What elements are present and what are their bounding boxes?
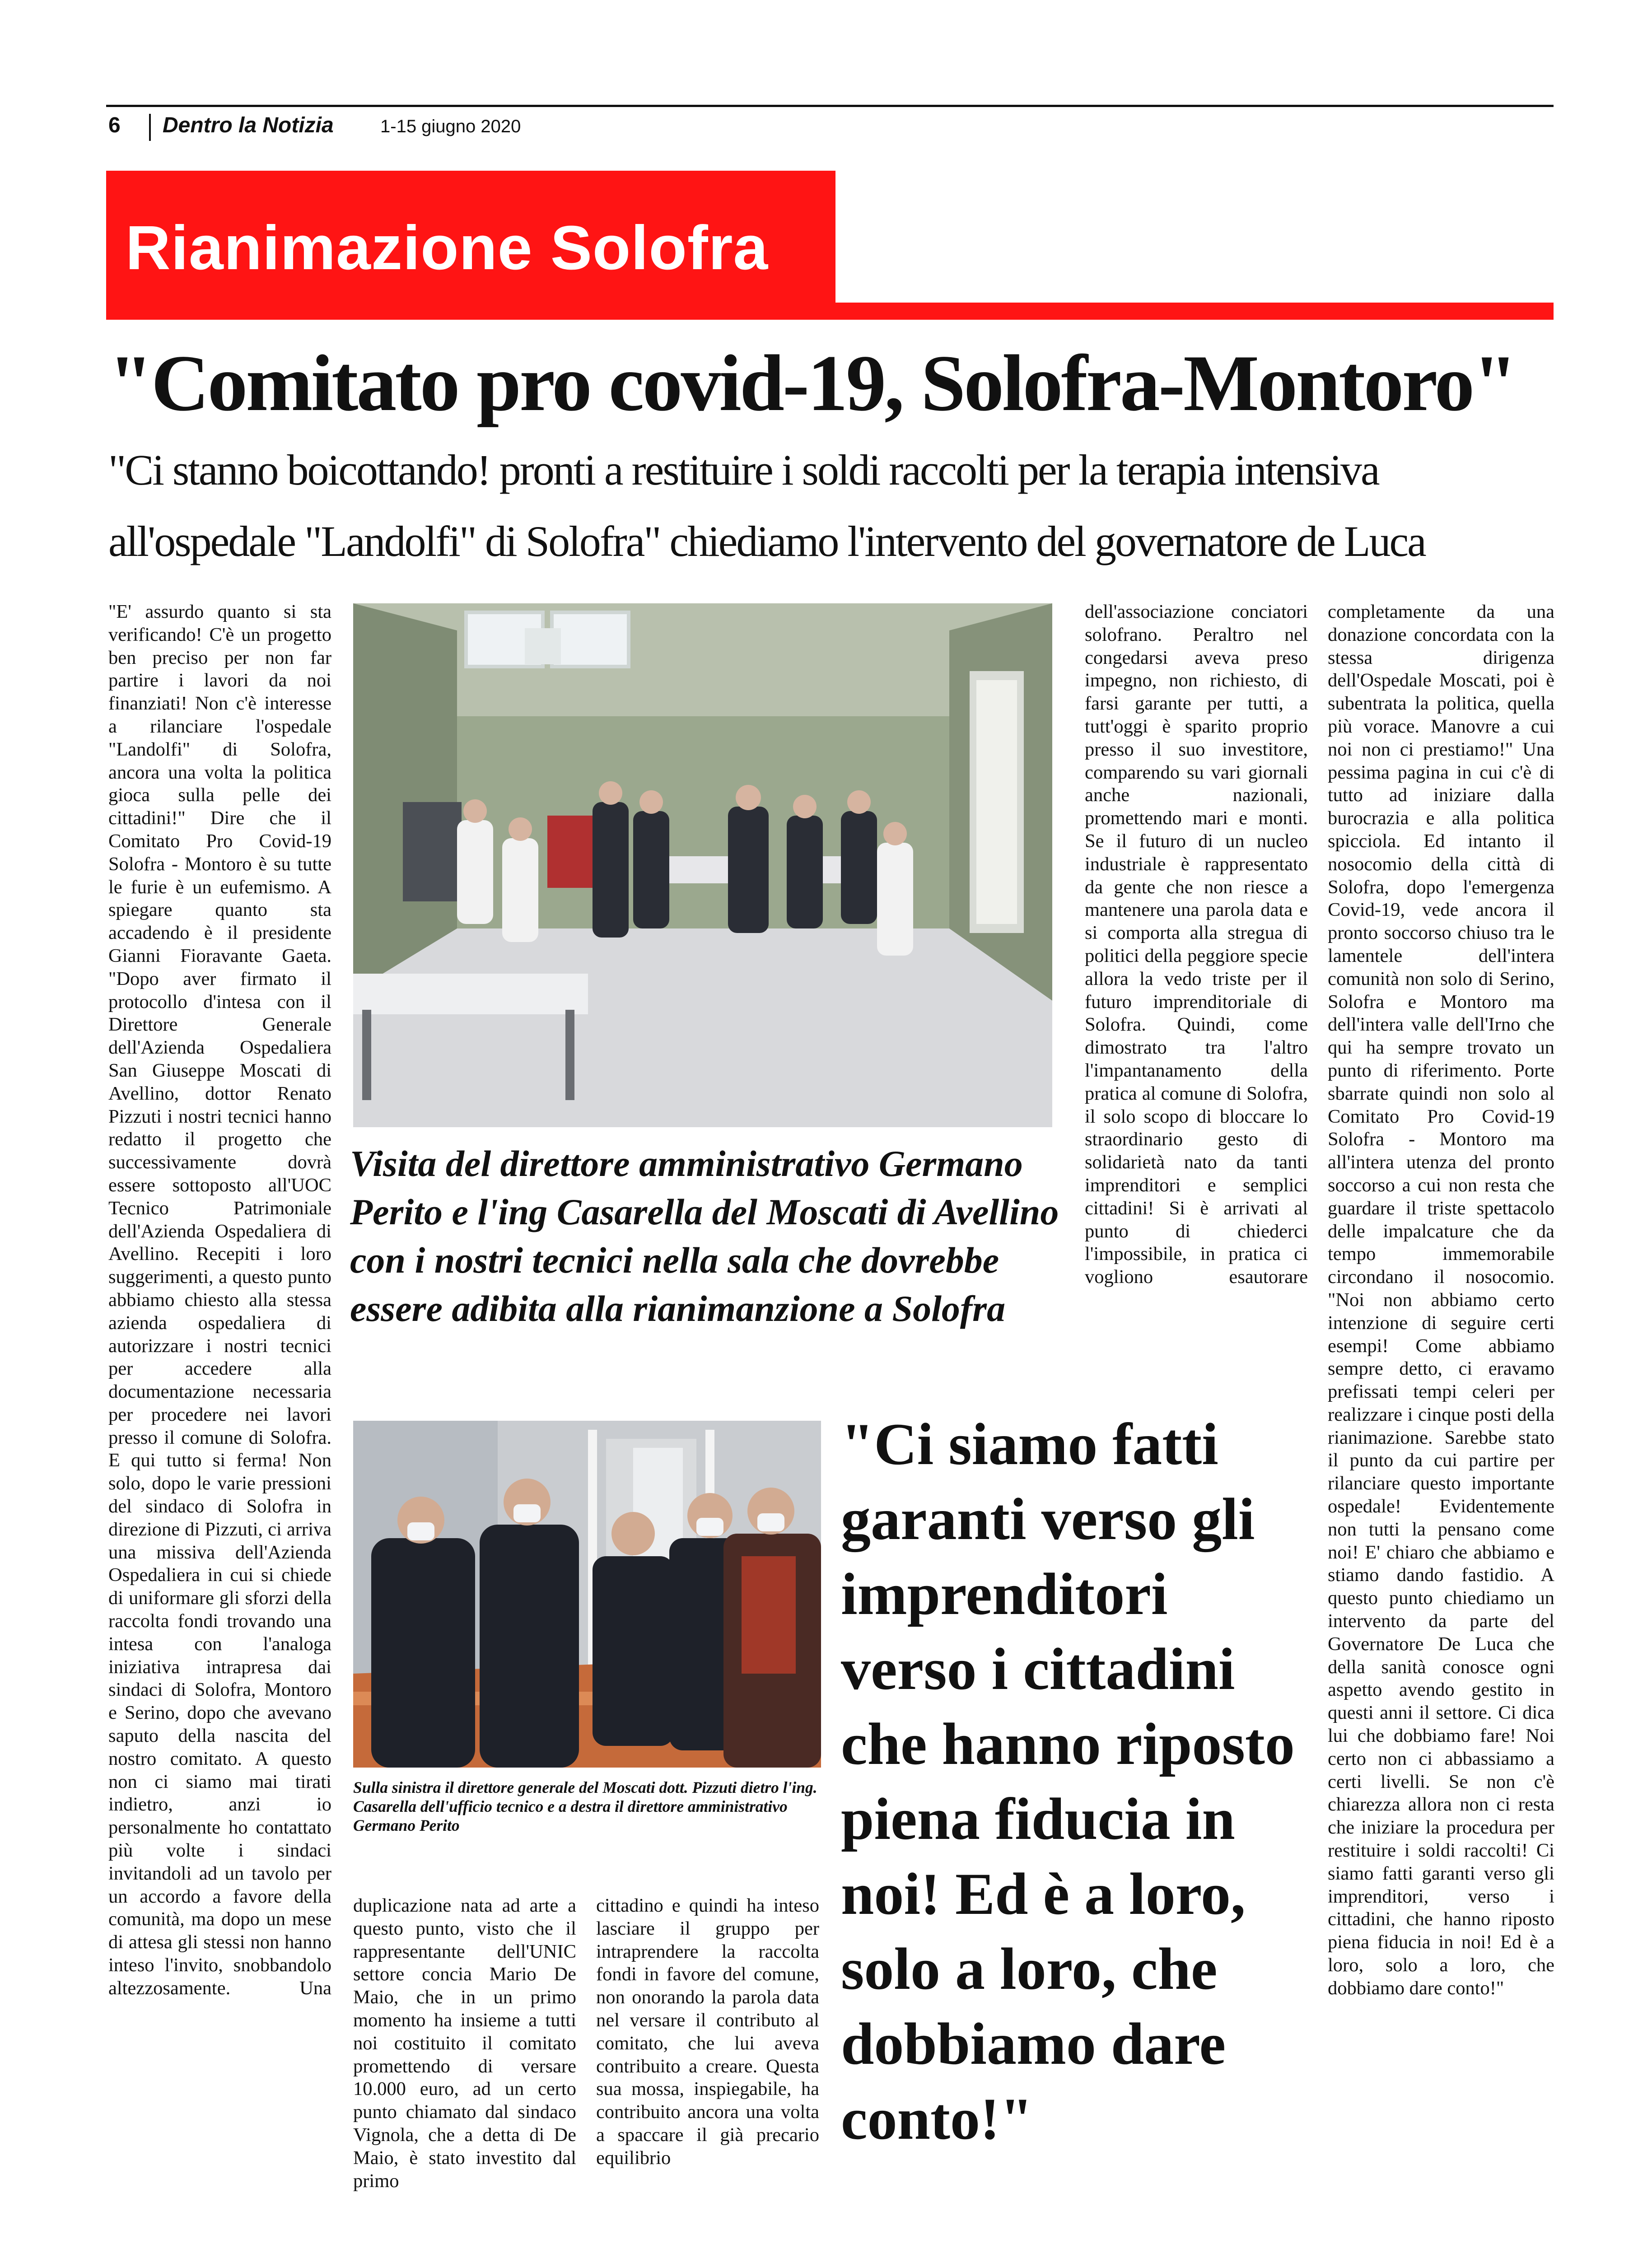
issue-date: 1-15 giugno 2020 [380, 117, 521, 136]
article-column-4 [1085, 601, 1308, 1289]
column-4-text: dell'associazione conciatori solofrano. Peraltro nel congedarsi aveva preso impegno, non richiesto, di farsi garante per tutti, a tutt'oggi è sparito proprio presso il suo investitore, comparendo su vari giornali anche nazionali, promettendo mari e monti. Se il futuro di un nucleo industriale è rappresentato da gente che non riesce a mantenere una parola data e si comporta alla stregua di politici della peggiore specie allora la vedo triste per il futuro imprenditoriale di Solofra. Quindi, come dimostrato tra l'altro l'impantanamento della pratica al comune di Solofra, il solo scopo di bloccare lo straordinario gesto di solidarietà nato da tanti imprenditori e semplici cittadini! Si è arrivati al punto di chiederci l'impossibile, in pratica ci vogliono esautorare [1085, 601, 1308, 1288]
column-5-text: completamente da una donazione concordata con la stessa dirigenza dell'Ospedale Moscati, poi è subentrata la politica, quella più vorace. Manovre a cui noi non ci prestiamo!" Una pessima pagina in cui c'è di tutto ad iniziare dalla burocrazia e alla politica spicciola. Ed intanto il nosocomio della città di Solofra, dopo l'emergenza Covid-19, vede ancora il pronto soccorso chiuso tra le lamentele dell'intera comunità non solo di Serino, Solofra e Montoro ma dell'intera valle dell'Irno che qui ha sempre trovato un punto di riferimento. Porte sbarrate quindi non solo al Comitato Pro Covid-19 Solofra - Montoro ma all'intera utenza del pronto soccorso a cui non resta che guardare il triste spettacolo delle impalcature che da tempo immemorabile circondano il nosocomio. "Noi non abbiamo certo intenzione di seguire certi esempi! Come abbiamo sempre detto, ci eravamo prefissati tempi celeri per realizzare i cinque posti della rianimazione. Sarebbe stato il punto da cui partire per rilanciare questo importante ospedale! Evidentemente non tutti la pensano come noi! E' chiaro che abbiamo e stiamo dando fastidio. A questo punto chiediamo un intervento da parte del Governatore De Luca che della sanità conosce ogni aspetto avendo gestito in questi anni il settore. Ci dica lui che dobbiamo fare! Noi certo non ci abbassiamo a certi livelli. Se non c'è chiarezza allora non ci resta che iniziare la procedura per restituire i soldi raccolti! Ci siamo fatti garanti verso gli imprenditori, verso i cittadini, che hanno riposto piena fiducia in noi! Ed è a loro, solo a loro, che dobbiamo dare conto!" [1328, 601, 1554, 1999]
photo-1-caption: Visita del direttore amministrativo Germano Perito e l'ing Casarella del Moscati di Avellino con i nostri tecnici nella sala che dovrebbe essere adibita alla rianimanzione a Solofra [350, 1143, 1059, 1329]
column-2-text: duplicazione nata ad arte a questo punto, visto che il rappresentante dell'UNIC settore concia Mario De Maio, che in un primo momento ha insieme a tutti noi costituito il comitato promettendo di versare 10.000 euro, ad un certo punto chiamato dal sindaco Vignola, che a detta di De Maio, è stato investito dal primo [353, 1895, 576, 2192]
header-separator [149, 114, 151, 141]
publication-name: Dentro la Notizia [163, 113, 334, 137]
article-column-3 [596, 1894, 819, 2170]
article-column-5 [1328, 601, 1554, 2000]
pull-quote: "Ci siamo fatti garanti verso gli imprenditori verso i cittadini che hanno riposto piena fiducia in noi! Ed è a loro, solo a loro, che dobbiamo dare conto!" [841, 1411, 1295, 2152]
article-column-1 [108, 601, 331, 2000]
header-rule [106, 105, 1554, 107]
photo-2-caption: Sulla sinistra il direttore generale del Moscati dott. Pizzuti dietro l'ing. Casarella dell'ufficio tecnico e a destra il direttore amministrativo Germano Perito [353, 1778, 817, 1834]
section-banner-rule [835, 303, 1554, 320]
column-1-text: "E' assurdo quanto si sta verificando! C'è un progetto ben preciso per non far partire i lavori da noi finanziati! Non c'è interesse a rilanciare l'ospedale "Landolfi" di Solofra, ancora una volta la politica gioca sulla pelle dei cittadini!" Dire che il Comitato Pro Covid-19 Solofra - Montoro è su tutte le furie è un eufemismo. A spiegare quanto sta accadendo è il presidente Gianni Fioravante Gaeta. "Dopo aver firmato il protocollo d'intesa con il Direttore Generale dell'Azienda Ospedaliera San Giuseppe Moscati di Avellino, dottor Renato Pizzuti i nostri tecnici hanno redatto il progetto che successivamente dovrà essere sottoposto all'UOC Tecnico Patrimoniale dell'Azienda Ospedaliera di Avellino. Recepiti i loro suggerimenti, a questo punto abbiamo chiesto alla stessa azienda ospedaliera di autorizzare i nostri tecnici per accedere alla documentazione necessaria per procedere nei lavori presso il comune di Solofra. E qui tutto si ferma! Non solo, dopo le varie pressioni del sindaco di Solofra in direzione di Pizzuti, ci arriva una missiva dell'Azienda Ospedaliera in cui si chiede di uniformare gli sforzi della raccolta fondi trovando una intesa con l'analoga iniziativa intrapresa dai sindaci di Solofra, Montoro e Serino, dopo che avevano saputo della nascita del nostro comitato. A questo non ci siamo mai tirati indietro, anzi io personalmente ho contattato più volte i sindaci invitandoli ad un tavolo per un accordo a favore della comunità, ma dopo un mese di attesa gli stessi non hanno inteso l'invito, snobbandolo altezzosamente. Una [108, 601, 331, 1999]
article-headline: "Comitato pro covid-19, Solofra-Montoro" [108, 338, 1516, 428]
corridor-meeting-photo [353, 1421, 821, 1768]
article-column-2 [353, 1894, 576, 2193]
column-3-text: cittadino e quindi ha inteso lasciare il gruppo per intraprendere la raccolta fondi in favore del comune, non onorando la parola data nel versare il contributo al comitato, che lui aveva contribuito a creare. Questa sua mossa, inspiegabile, ha contribuito ancora una volta a spaccare il già precario equilibrio [596, 1895, 819, 2169]
article-subheadline: "Ci stanno boicottando! pronti a restituire i soldi raccolti per la terapia intensiva all'ospedale "Landolfi" di Solofra" chiediamo l'intervento del governatore de Luca [108, 446, 1425, 565]
section-title: Rianimazione Solofra [126, 213, 769, 283]
hospital-room-photo [353, 603, 1052, 1127]
page-number: 6 [108, 113, 121, 137]
